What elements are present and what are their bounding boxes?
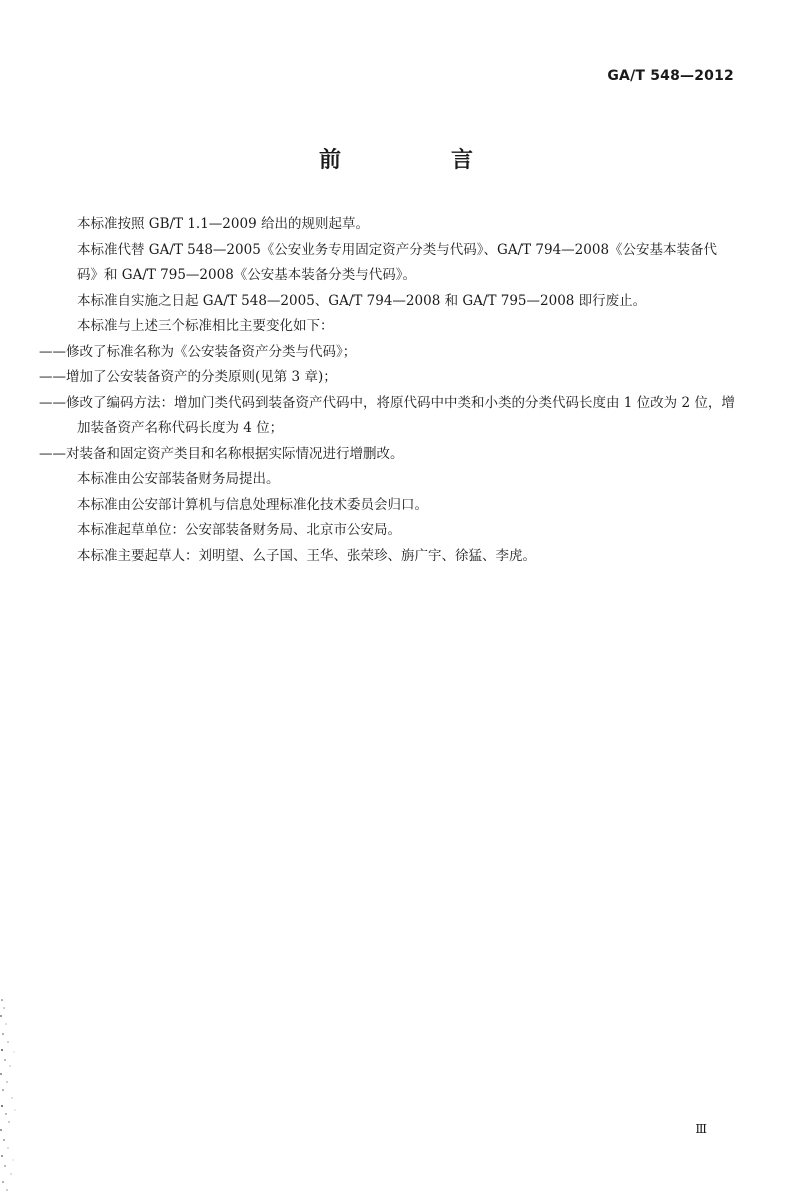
paragraph: 本标准代替 GA/T 548—2005《公安业务专用固定资产分类与代码》、GA/T 794—2008《公安基本装备代码》和 GA/T 795—2008《公安基本装备分类与代码》。 bbox=[77, 241, 718, 283]
paragraph: 本标准由公安部计算机与信息处理标准化技术委员会归口。 bbox=[77, 496, 428, 513]
paragraph: 本标准按照 GB/T 1.1—2009 给出的规则起草。 bbox=[77, 216, 369, 232]
list-item: ——修改了标准名称为《公安装备资产分类与代码》； bbox=[39, 343, 357, 360]
paragraph: 本标准主要起草人：刘明望、么子国、王华、张荣珍、旃广宇、徐猛、李虎。 bbox=[77, 547, 536, 564]
page-title: 前 言 bbox=[318, 148, 517, 173]
page-number: Ⅲ bbox=[695, 1122, 706, 1136]
list-item: ——修改了编码方法：增加门类代码到装备资产代码中，将原代码中中类和小类的分类代码长度由 1 位改为 2 位，增加装备资产名称代码长度为 4 位； bbox=[39, 394, 735, 436]
scan-edge-noise bbox=[0, 990, 22, 1194]
paragraph: 本标准由公安部装备财务局提出。 bbox=[77, 471, 280, 487]
list-item: ——增加了公安装备资产的分类原则(见第 3 章)； bbox=[39, 369, 337, 385]
paragraph: 本标准起草单位：公安部装备财务局、北京市公安局。 bbox=[77, 522, 401, 538]
document-body bbox=[39, 212, 737, 569]
list-item: ——对装备和固定资产类目和名称根据实际情况进行增删改。 bbox=[39, 445, 404, 462]
paragraph: 本标准与上述三个标准相比主要变化如下： bbox=[77, 318, 334, 334]
standard-code: GA/T 548—2012 bbox=[607, 68, 734, 84]
paragraph: 本标准自实施之日起 GA/T 548—2005、GA/T 794—2008 和 GA/T 795—2008 即行废止。 bbox=[77, 292, 647, 309]
